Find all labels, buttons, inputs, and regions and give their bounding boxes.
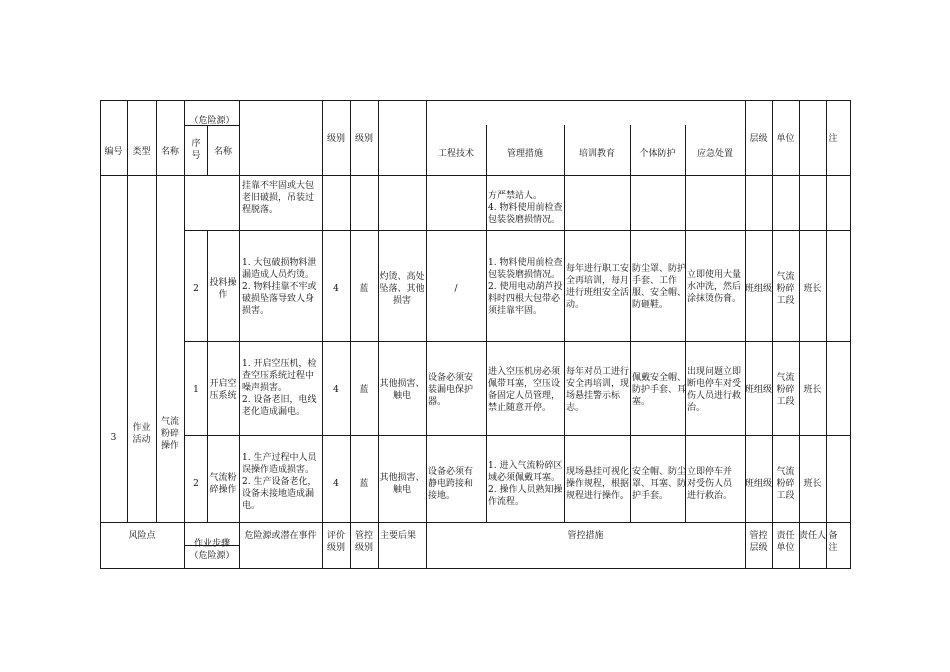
row2-name: 开启空 压系统 — [209, 379, 237, 401]
row1-management: 1. 物料使用前检查 包装袋磨损情况。 2. 使用电动葫芦投 料时四根大包带必 须挂靠牢固。 — [488, 258, 563, 316]
row1-color: 蓝 — [359, 284, 369, 294]
row3-consequence: 其他损害、 触电 — [379, 473, 425, 495]
header-step-name: 名称 — [213, 147, 232, 157]
grid-line-v — [322, 100, 323, 523]
row2-consequence: 其他损害、 触电 — [379, 379, 425, 401]
header-engineering: 工程技术 — [437, 149, 474, 159]
footer-risk-point: 风险点 — [128, 531, 156, 541]
row1-hazard: 1. 大包破损物料泄 漏造成人员灼烫。 2. 物料挂靠不牢或 破损坠落导致人身 损害。 — [242, 258, 317, 316]
grid-line-h — [185, 435, 851, 436]
row2-emergency: 出现问题立即 断电停车对受 伤人员进行救 治。 — [687, 367, 742, 413]
footer-eval-level: 评价 级别 — [326, 531, 345, 553]
footer-control-tier: 管控 层级 — [749, 531, 768, 553]
footer-hazard-source: （危险源） — [189, 551, 235, 561]
row3-hazard: 1. 生产过程中人员 误操作造成损害。 2. 生产设备老化， 设备未接地造成漏 电。 — [242, 453, 317, 511]
grid-line-v — [486, 125, 487, 523]
row2-training: 每年对员工进行 安全再培训，现 场悬挂警示标 志。 — [566, 367, 630, 413]
header-control-level: 级别 — [354, 134, 373, 144]
grid-line-v — [378, 522, 379, 569]
cont-row-hazard: 挂靠不牢固或大包 老旧破损，吊装过 程脱落。 — [242, 181, 315, 215]
grid-line-v — [127, 100, 128, 523]
row3-name: 气流粉 碎操作 — [209, 473, 237, 495]
grid-line-h — [185, 341, 851, 342]
header-tier: 层级 — [749, 134, 768, 144]
row1-consequence: 灼烫、高处 坠落、其他 损害 — [379, 272, 425, 306]
row2-hazard: 1. 开启空压机，检 查空压系统过程中 噪声损害。 2. 设备老旧，电线 老化造成漏电。 — [242, 359, 317, 417]
row3-level: 4 — [333, 479, 339, 489]
row3-emergency: 立即停车并 对受伤人员 进行救治。 — [687, 467, 733, 501]
footer-control-measures: 管控措施 — [567, 531, 604, 541]
row3-unit: 气流 粉碎 工段 — [776, 467, 795, 501]
header-emergency: 应急处置 — [696, 149, 733, 159]
grid-line-v — [850, 522, 851, 569]
footer-main-consequence: 主要后果 — [380, 531, 417, 541]
grid-line-h — [100, 100, 851, 101]
footer-hazard-or-event: 危险源或潜在事件 — [244, 531, 317, 541]
header-eval-level: 级别 — [326, 134, 345, 144]
row1-ppe: 防尘罩、防护 手套、工作 服、安全帽、 防砸鞋。 — [632, 264, 687, 310]
row2-ppe: 佩戴安全帽、 防护手套、耳 塞。 — [632, 373, 687, 407]
grid-line-v — [799, 100, 800, 523]
grid-line-v — [826, 100, 827, 523]
grid-line-v — [630, 125, 631, 523]
header-unit: 单位 — [776, 134, 795, 144]
row2-tier: 班组级 — [745, 385, 773, 395]
row1-tier: 班组级 — [745, 284, 773, 294]
header-type: 类型 — [132, 147, 151, 157]
footer-remark: 备 注 — [828, 531, 838, 553]
row1-unit: 气流 粉碎 工段 — [776, 272, 795, 306]
row2-color: 蓝 — [359, 385, 369, 395]
row1-level: 4 — [333, 284, 339, 294]
row2-seq: 1 — [193, 385, 199, 395]
row1-seq: 2 — [193, 284, 199, 294]
header-note: 注 — [828, 134, 838, 144]
cont-row-management: 方严禁站人。 4. 物料使用前检查 包装袋磨损情况。 — [488, 191, 563, 225]
group-type: 作业 活动 — [132, 423, 151, 445]
row3-ppe: 安全帽、防尘 罩、耳塞、防 护手套。 — [632, 467, 687, 501]
row3-seq: 2 — [193, 479, 199, 489]
footer-resp-person: 责任人 — [799, 531, 827, 541]
row1-training: 每年进行职工安 全再培训，每月 进行班组安全活 动。 — [566, 264, 630, 310]
grid-line-v — [426, 100, 427, 523]
row2-unit: 气流 粉碎 工段 — [776, 373, 795, 407]
footer-resp-unit: 责任 单位 — [776, 531, 795, 553]
grid-line-v — [239, 100, 240, 523]
header-seq: 序 号 — [191, 139, 201, 161]
grid-line-v — [184, 100, 185, 523]
group-id: 3 — [110, 433, 117, 443]
grid-line-v — [100, 100, 101, 523]
grid-line-h — [100, 175, 851, 176]
header-management: 管理措施 — [506, 149, 543, 159]
grid-line-v — [350, 100, 351, 523]
row1-emergency: 立即使用大量 水冲洗，然后 涂抹烫伤膏。 — [687, 270, 742, 304]
footer-control-level: 管控 级别 — [354, 531, 373, 553]
row2-person: 班长 — [803, 385, 822, 395]
row2-level: 4 — [333, 385, 339, 395]
header-hazard-source: （危险源） — [189, 116, 235, 126]
footer-work-step: 作业步骤 — [193, 539, 230, 549]
row3-management: 1. 进入气流粉碎区 域必须佩戴耳塞。 2. 操作人员熟知操 作流程。 — [488, 461, 563, 507]
grid-line-h — [100, 522, 851, 523]
grid-line-h — [185, 230, 851, 231]
row1-person: 班长 — [803, 284, 822, 294]
grid-line-v — [564, 125, 565, 523]
group-name: 气流 粉碎 操作 — [160, 417, 179, 451]
row3-engineering: 设备必须有 静电跨接和 接地。 — [428, 467, 474, 501]
grid-line-v — [156, 100, 157, 523]
grid-line-v — [685, 125, 686, 523]
grid-line-v — [745, 100, 746, 523]
row2-management: 进入空压机房必须 佩带耳塞，空压设 备固定人员管理， 禁止随意开停。 — [488, 367, 561, 413]
row3-color: 蓝 — [359, 479, 369, 489]
row1-engineering: / — [454, 284, 458, 294]
row3-training: 现场悬挂可视化 操作规程，根据 规程进行操作。 — [566, 467, 630, 501]
grid-line-v — [850, 100, 851, 523]
row3-person: 班长 — [803, 479, 822, 489]
grid-line-v — [772, 100, 773, 523]
grid-line-h — [100, 568, 851, 569]
header-id: 编号 — [104, 147, 123, 157]
header-name: 名称 — [160, 147, 179, 157]
header-ppe: 个体防护 — [639, 149, 676, 159]
row2-engineering: 设备必须安 装漏电保护 器。 — [428, 373, 474, 407]
grid-line-v — [378, 100, 379, 523]
row1-name: 投料操 作 — [209, 278, 237, 300]
row3-tier: 班组级 — [745, 479, 773, 489]
header-training: 培训教育 — [578, 149, 615, 159]
